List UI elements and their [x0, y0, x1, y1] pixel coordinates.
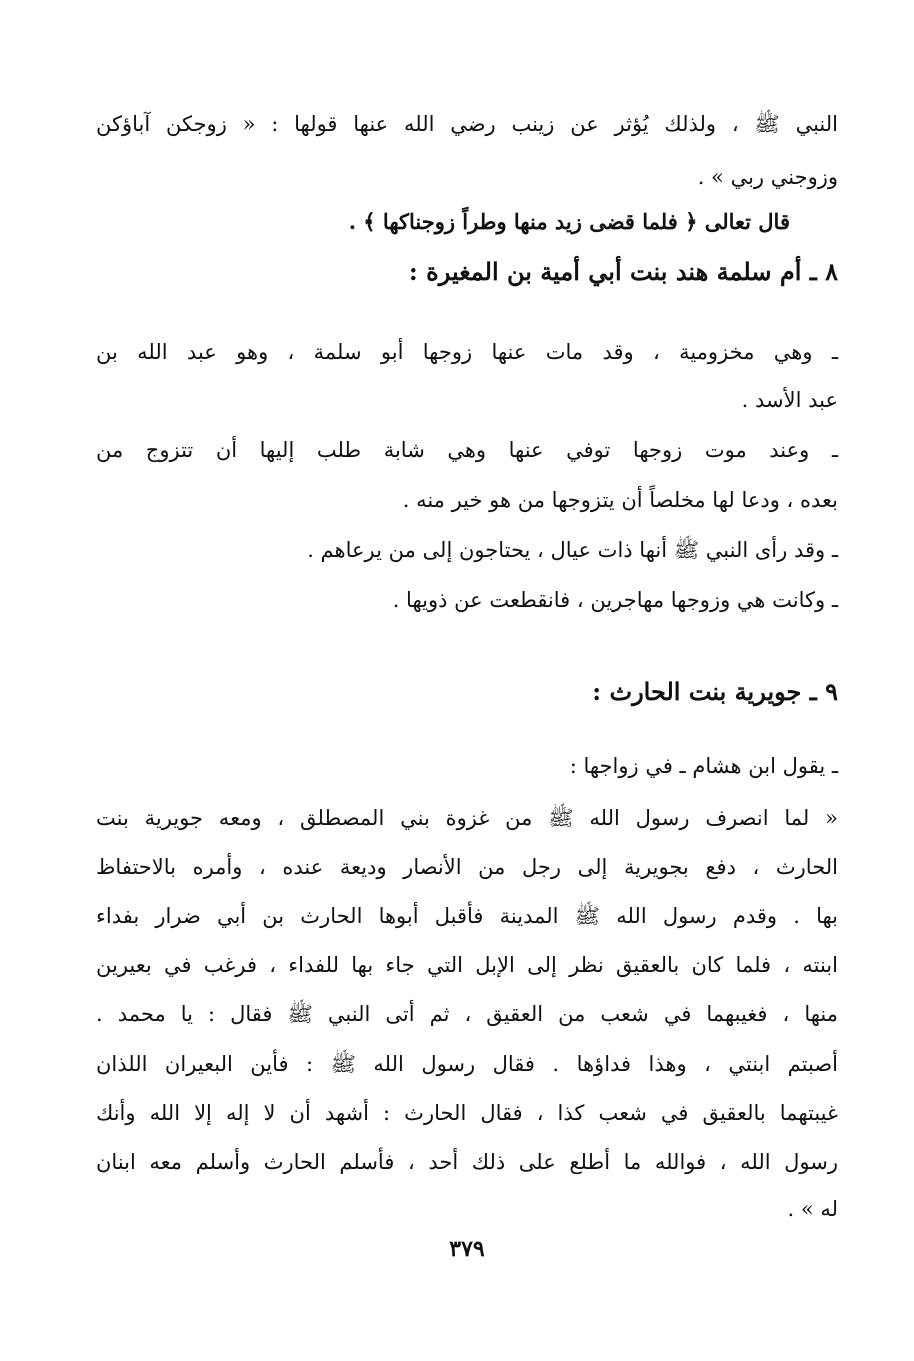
- body-line: عبد الأسد .: [741, 388, 838, 412]
- body-line: غيبتهما بالعقيق في شعب كذا ، فقال الحارث : أشهد أن لا إله إلا الله وأنك: [96, 1101, 838, 1125]
- body-line: أصبتم ابنتي ، وهذا فداؤها . فقال رسول الله ﷺ : فأين البعيران اللذان: [96, 1052, 838, 1076]
- body-line: ـ وعند موت زوجها توفي عنها وهي شابة طلب إليها أن تتزوج من: [96, 438, 838, 462]
- body-line: وزوجني ربي » .: [697, 165, 838, 189]
- body-line: ـ يقول ابن هشام ـ في زواجها :: [569, 754, 838, 778]
- body-line: بها . وقدم رسول الله ﷺ المدينة فأقبل أبوها الحارث بن أبي ضرار بفداء: [96, 904, 838, 928]
- body-line: النبي ﷺ ، ولذلك يُؤثر عن زينب رضي الله عنها قولها : « زوجكن آباؤكن: [96, 112, 838, 136]
- body-line: منها ، فغيبهما في شعب من العقيق ، ثم أتى النبي ﷺ فقال : يا محمد .: [96, 1002, 838, 1026]
- page-number: ٣٧٩: [449, 1236, 485, 1262]
- book-page: [96, 0, 838, 1361]
- section-heading-8: ٨ ـ أم سلمة هند بنت أبي أمية بن المغيرة :: [408, 257, 838, 286]
- body-line: الحارث ، دفع بجويرية إلى رجل من الأنصار وديعة عنده ، وأمره بالاحتفاظ: [96, 855, 838, 879]
- body-line: له » .: [787, 1197, 838, 1221]
- quran-verse-line: قال تعالى ﴿ فلما قضى زيد منها وطراً زوجناكها ﴾ .: [348, 209, 790, 234]
- body-line: ابنته ، فلما كان بالعقيق نظر إلى الإبل التي جاء بها للفداء ، فرغب في بعيرين: [96, 953, 838, 977]
- body-line: ـ وهي مخزومية ، وقد مات عنها زوجها أبو سلمة ، وهو عبد الله بن: [96, 340, 838, 364]
- body-line: بعده ، ودعا لها مخلصاً أن يتزوجها من هو خير منه .: [402, 488, 838, 512]
- body-line: « لما انصرف رسول الله ﷺ من غزوة بني المصطلق ، ومعه جويرية بنت: [96, 806, 838, 830]
- body-line: ـ وقد رأى النبي ﷺ أنها ذات عيال ، يحتاجون إلى من يرعاهم .: [307, 538, 838, 562]
- body-line: رسول الله ، فوالله ما أطلع على ذلك أحد ، فأسلم الحارث وأسلم معه ابنان: [96, 1150, 838, 1174]
- body-line: ـ وكانت هي وزوجها مهاجرين ، فانقطعت عن ذويها .: [392, 588, 838, 612]
- section-heading-9: ٩ ـ جويرية بنت الحارث :: [592, 677, 838, 706]
